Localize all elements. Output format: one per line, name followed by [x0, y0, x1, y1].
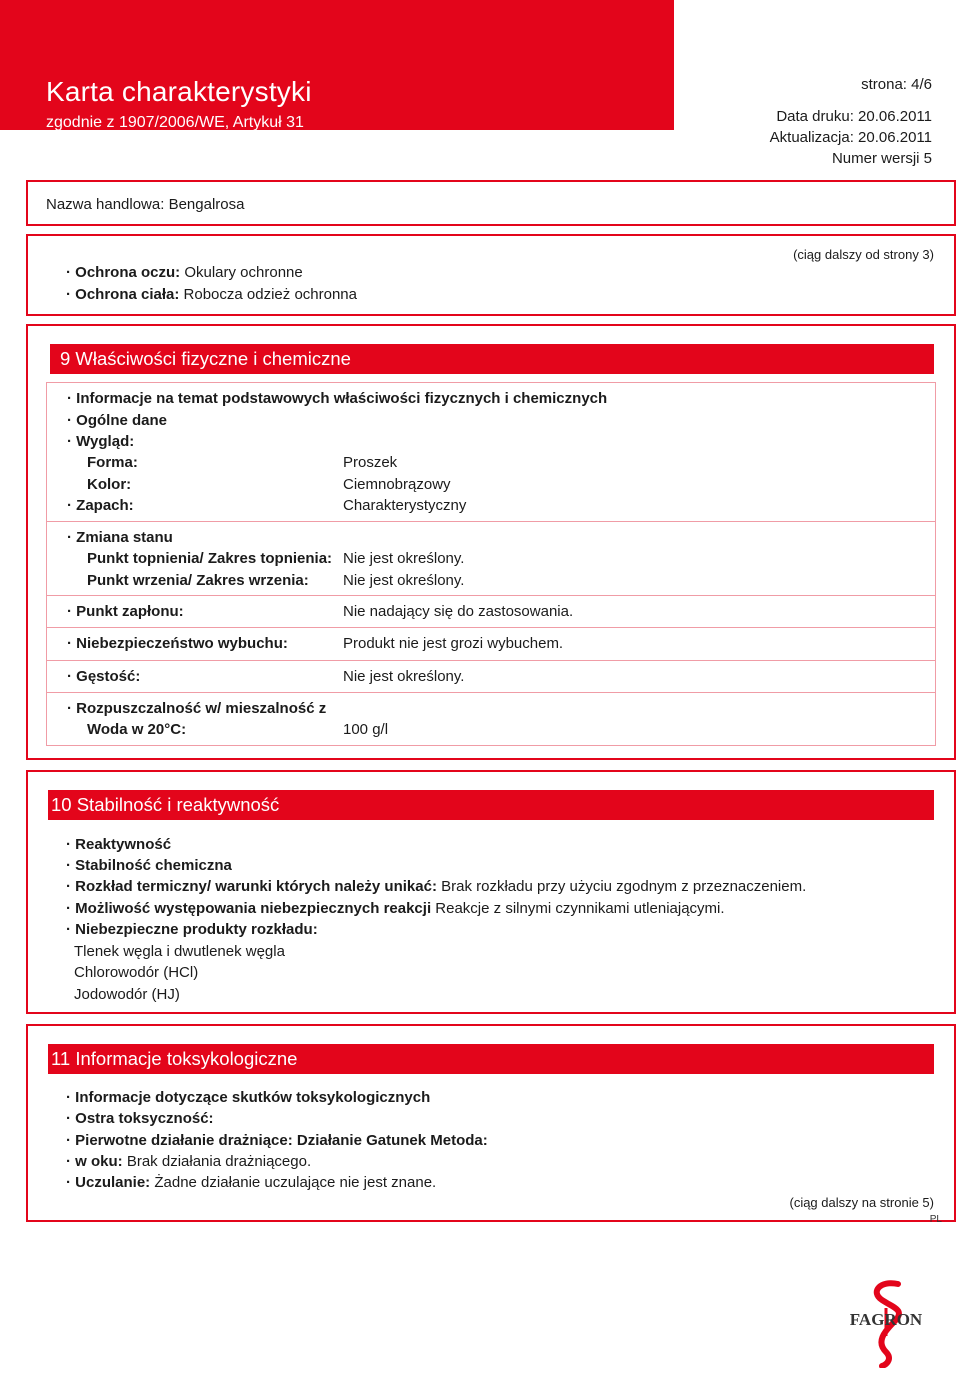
protection-box — [26, 234, 956, 316]
odor-label: · Zapach: — [67, 497, 134, 514]
document-title: Karta charakterystyki — [46, 76, 312, 107]
sensitization-row — [66, 1172, 436, 1193]
divider — [47, 692, 935, 693]
continued-to-note: (ciąg dalszy na stronie 5) — [789, 1195, 934, 1210]
divider — [47, 627, 935, 628]
hazardous-reactions-row — [66, 898, 725, 919]
decomposition-products-heading: · Niebezpieczne produkty rozkładu: — [66, 921, 318, 938]
toxicology-info-heading: · Informacje dotyczące skutków toksykologicznych — [66, 1089, 431, 1106]
trade-name-box — [26, 180, 956, 226]
solubility-label: · Rozpuszczalność w/ mieszalność z — [67, 700, 327, 717]
thermal-decomposition-value: Brak rozkładu przy użyciu zgodnym z przeznaczeniem. — [436, 878, 807, 895]
state-change-heading: · Zmiana stanu — [67, 529, 173, 546]
density-label: · Gęstość: — [67, 668, 141, 685]
eye-irritation-row — [66, 1151, 311, 1172]
language-code: PL — [929, 1214, 942, 1225]
continued-from-note: (ciąg dalszy od strony 3) — [793, 247, 934, 262]
print-date: Data druku: 20.06.2011 — [776, 108, 932, 125]
body-protection-row — [66, 284, 357, 305]
thermal-decomposition-label: · Rozkład termiczny/ warunki których należy unikać: — [66, 878, 437, 895]
form-label: Forma: — [87, 454, 138, 471]
color-value: Ciemnobrązowy — [343, 476, 451, 493]
section-10-title: 10 Stabilność i reaktywność — [48, 790, 934, 820]
flash-point-value: Nie nadający się do zastosowania. — [343, 603, 574, 620]
body-protection-value: Robocza odzież ochronna — [179, 286, 357, 303]
decomposition-product-item: Jodowodór (HJ) — [74, 986, 180, 1003]
section-9-box — [26, 324, 956, 760]
chemical-stability-heading: · Stabilność chemiczna — [66, 857, 232, 874]
divider — [47, 660, 935, 661]
appearance-heading: · Wygląd: — [67, 433, 135, 450]
form-value: Proszek — [343, 454, 398, 471]
melting-point-value: Nie jest określony. — [343, 550, 465, 567]
section-9-title: 9 Właściwości fizyczne i chemiczne — [50, 344, 934, 374]
section-9-content — [46, 382, 936, 746]
document-subtitle: zgodnie z 1907/2006/WE, Artykuł 31 — [46, 114, 304, 131]
explosion-hazard-value: Produkt nie jest grozi wybuchem. — [343, 635, 564, 652]
basic-properties-heading: · Informacje na temat podstawowych właściwości fizycznych i chemicznych — [67, 390, 608, 407]
update-date: Aktualizacja: 20.06.2011 — [769, 129, 932, 146]
boiling-point-value: Nie jest określony. — [343, 572, 465, 589]
hazardous-reactions-value: Reakcje z silnymi czynnikami utleniającymi. — [431, 900, 725, 917]
divider — [47, 595, 935, 596]
version-number: Numer wersji 5 — [831, 150, 932, 167]
sensitization-label: · Uczulanie: — [66, 1174, 151, 1191]
trade-name: Nazwa handlowa: Bengalrosa — [46, 196, 245, 213]
body-protection-label: · Ochrona ciała: — [66, 286, 180, 303]
water-value: 100 g/l — [343, 721, 389, 738]
page-number: strona: 4/6 — [861, 76, 932, 93]
eye-irritation-value: Brak działania drażniącego. — [122, 1153, 312, 1170]
hazardous-reactions-label: · Możliwość występowania niebezpiecznych reakcji — [66, 900, 432, 917]
sensitization-value: Żadne działanie uczulające nie jest znane. — [150, 1174, 437, 1191]
section-11-title: 11 Informacje toksykologiczne — [48, 1044, 934, 1074]
eye-protection-label: · Ochrona oczu: — [66, 264, 181, 281]
eye-protection-value: Okulary ochronne — [180, 264, 303, 281]
acute-toxicity-heading: · Ostra toksyczność: — [66, 1110, 214, 1127]
melting-point-label: Punkt topnienia/ Zakres topnienia: — [87, 550, 333, 567]
primary-irritation-heading: · Pierwotne działanie drażniące: Działanie Gatunek Metoda: — [66, 1132, 488, 1149]
flash-point-label: · Punkt zapłonu: — [67, 603, 184, 620]
color-label: Kolor: — [87, 476, 132, 493]
header-band — [0, 0, 674, 130]
decomposition-product-item: Chlorowodór (HCl) — [74, 964, 199, 981]
general-data-heading: · Ogólne dane — [67, 412, 168, 429]
section-11-box — [26, 1024, 956, 1222]
fagron-logo-text: FAGRON — [849, 1310, 923, 1329]
odor-value: Charakterystyczny — [343, 497, 467, 514]
reactivity-heading: · Reaktywność — [66, 836, 172, 853]
eye-protection-row — [66, 262, 303, 283]
explosion-hazard-label: · Niebezpieczeństwo wybuchu: — [67, 635, 288, 652]
divider — [47, 521, 935, 522]
density-value: Nie jest określony. — [343, 668, 465, 685]
thermal-decomposition-row — [66, 876, 806, 897]
fagron-logo — [836, 1278, 936, 1368]
eye-irritation-label: · w oku: — [66, 1153, 123, 1170]
water-label: Woda w 20°C: — [87, 721, 187, 738]
decomposition-product-item: Tlenek węgla i dwutlenek węgla — [74, 943, 285, 960]
section-10-box — [26, 770, 956, 1014]
boiling-point-label: Punkt wrzenia/ Zakres wrzenia: — [87, 572, 309, 589]
